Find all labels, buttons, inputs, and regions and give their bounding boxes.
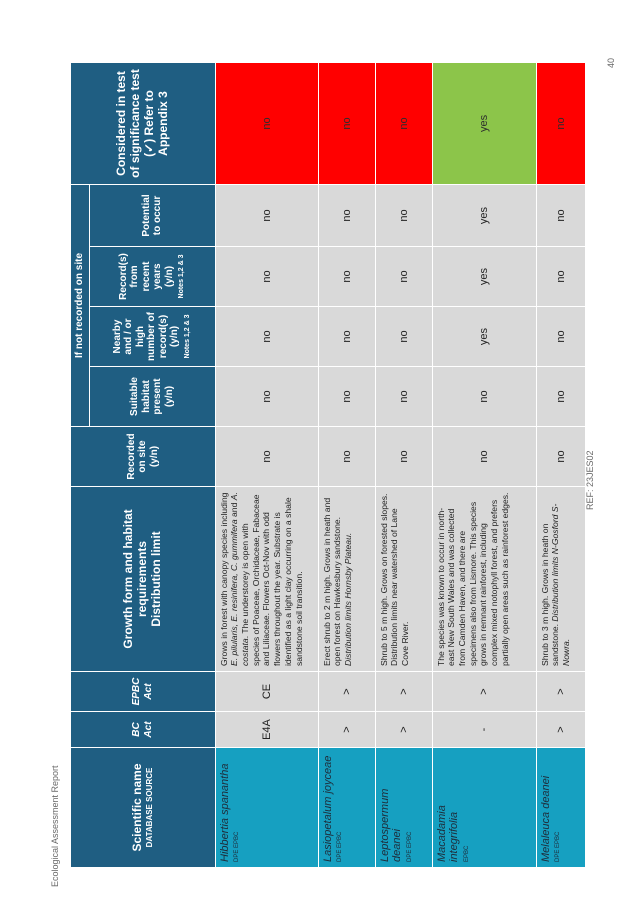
header-recent-records: Record(s) from recent years (y/n) Notes 1,2 & 3	[89, 247, 215, 307]
header-scientific-name: Scientific name DATABASE SOURCE	[71, 748, 216, 868]
growth-text-italic: E. pilularis, E. resinifera, C. gummifera	[229, 519, 240, 666]
suitable-habitat: no	[432, 367, 536, 427]
growth-form-cell	[318, 487, 375, 672]
header-nearby-records: Nearby and / or high number of record(s) (y/n) Notes 1,2 & 3	[89, 307, 215, 367]
header-database-source: DATABASE SOURCE	[145, 767, 155, 848]
report-reference: REF: 23JES02	[585, 450, 595, 510]
significance-result: yes	[432, 62, 536, 184]
species-name: Leptospermum deanei	[378, 788, 404, 862]
table-row	[536, 62, 585, 867]
bc-act-status: >	[375, 712, 432, 748]
species-name: Hibbertia spanantha	[218, 763, 231, 862]
potential-to-occur: no	[375, 184, 432, 246]
growth-text: Shrub to 5 m high. Grows on forested slopes. Distribution limits near watershed of Lane Cove River.	[378, 493, 410, 666]
header-potential-to-occur: Potential to occur	[89, 184, 215, 246]
recent-records: yes	[432, 247, 536, 307]
recorded-on-site: no	[432, 427, 536, 487]
significance-result: no	[318, 62, 375, 184]
suitable-habitat: no	[318, 367, 375, 427]
recent-records: no	[375, 247, 432, 307]
species-name: Melaleuca deanei	[539, 775, 552, 862]
growth-text: Grows in forest with canopy species including	[218, 492, 229, 666]
growth-text: and	[229, 500, 240, 520]
potential-to-occur: no	[536, 184, 585, 246]
header-if-not-recorded: If not recorded on site	[71, 184, 90, 426]
significance-result: no	[215, 62, 318, 184]
epbc-act-status: >	[536, 672, 585, 712]
header-recorded-on-site: Recorded on site (y/n)	[71, 427, 216, 487]
epbc-act-status: CE	[215, 672, 318, 712]
growth-text: Erect shrub to 2 m high. Grows in heath and open forest on Hawkesbury sandstone.	[321, 497, 343, 666]
threatened-flora-table	[70, 62, 586, 868]
recorded-on-site: no	[215, 427, 318, 487]
nearby-records: no	[536, 307, 585, 367]
recorded-on-site: no	[375, 427, 432, 487]
database-source: DPE EPBC	[234, 831, 241, 862]
table-row	[215, 62, 318, 867]
header-bc-act: BC Act	[71, 712, 216, 748]
nearby-records: no	[215, 307, 318, 367]
database-source: DPE EPBC	[555, 831, 562, 862]
bc-act-status: -	[432, 712, 536, 748]
suitable-habitat: no	[215, 367, 318, 427]
growth-text: . The understorey is open with species of Poaceae, Orchidaceae, Fabaceae and Liliaceae. Flowers Oct-Nov with odd flowers throughout the year. Substrate is identified as a light clay occurring on a shale sandstone soil transition.	[239, 494, 304, 666]
epbc-act-status: >	[375, 672, 432, 712]
species-name-cell	[432, 748, 536, 868]
recent-records: no	[536, 247, 585, 307]
page-number: 40	[606, 57, 616, 68]
recent-records: no	[215, 247, 318, 307]
growth-form-cell	[375, 487, 432, 672]
potential-to-occur: no	[215, 184, 318, 246]
potential-to-occur: yes	[432, 184, 536, 246]
species-name-cell	[536, 748, 585, 868]
nearby-records: no	[318, 307, 375, 367]
species-name-cell	[375, 748, 432, 868]
database-source: DPE EPBC	[406, 831, 413, 862]
header-suitable-habitat: Suitable habitat present (y/n)	[89, 367, 215, 427]
database-source: EPBC	[463, 845, 470, 862]
growth-form-cell	[536, 487, 585, 672]
growth-text-italic: Distribution limits Hornsby Plateau.	[342, 532, 353, 666]
species-name-cell	[318, 748, 375, 868]
species-name-cell	[215, 748, 318, 868]
bc-act-status: >	[536, 712, 585, 748]
epbc-act-status: >	[318, 672, 375, 712]
recorded-on-site: no	[318, 427, 375, 487]
growth-text-italic: Distribution limits N-Gosford S-Nowra.	[550, 503, 571, 666]
table-row	[375, 62, 432, 867]
table-row	[318, 62, 375, 867]
growth-text: The species was known to occur in north-east New South Wales and was collected from Camden Haven, and there are specimens also from Lismore. This species grows in remnant rainforest, including complex mixed notophyll forest, and prefers partially open areas such as rainforest edges.	[435, 492, 510, 666]
nearby-records: yes	[432, 307, 536, 367]
significance-result: no	[375, 62, 432, 184]
growth-text: Shrub to 3 m high. Grows in heath on sandstone.	[539, 523, 561, 666]
growth-text-italic: A. costata	[229, 492, 250, 666]
header-growth-form: Growth form and habitat requirements Distribution limit	[71, 487, 216, 672]
header-epbc-act: EPBC Act	[71, 672, 216, 712]
report-title: Ecological Assessment Report	[50, 765, 60, 887]
suitable-habitat: no	[536, 367, 585, 427]
nearby-records: no	[375, 307, 432, 367]
significance-result: no	[536, 62, 585, 184]
potential-to-occur: no	[318, 184, 375, 246]
species-name: Macadamia integrifolia	[435, 805, 461, 862]
database-source: DPE EPBC	[337, 831, 344, 862]
growth-form-cell	[432, 487, 536, 672]
recorded-on-site: no	[536, 427, 585, 487]
bc-act-status: E4A	[215, 712, 318, 748]
header-considered-significance: Considered in test of significance test (✓) Refer to Appendix 3	[71, 62, 216, 184]
growth-form-cell	[215, 487, 318, 672]
epbc-act-status: >	[432, 672, 536, 712]
species-name: Lasiopetalum joyceae	[321, 755, 334, 862]
recent-records: no	[318, 247, 375, 307]
bc-act-status: >	[318, 712, 375, 748]
species-table-container	[70, 63, 573, 868]
suitable-habitat: no	[375, 367, 432, 427]
table-row	[432, 62, 536, 867]
